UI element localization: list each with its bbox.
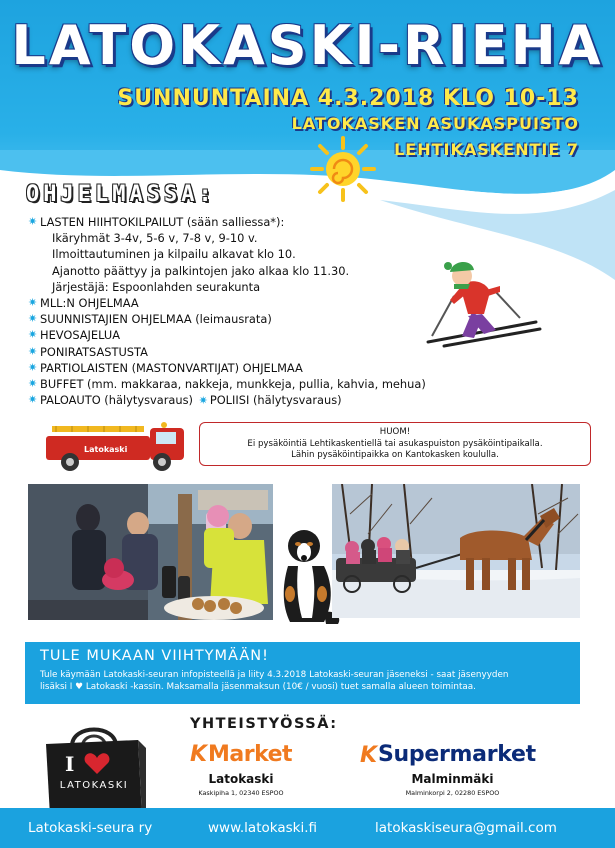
footer-email-link[interactable]: latokaskiseura@gmail.com: [375, 820, 557, 836]
notice-line: Ei pysäköintiä Lehtikaskentiellä tai asukaspuiston pysäköintipaikalla.: [247, 438, 543, 449]
supermarket-address: Malminkorpi 2, 02280 ESPOO: [405, 789, 500, 797]
supermarket-logo-k: K: [360, 743, 378, 768]
coop-title: YHTEISTYÖSSÄ:: [190, 716, 338, 732]
list-item: Järjestäjä: Espoonlahden seurakunta: [52, 279, 261, 294]
supermarket-store-name: Malminmäki: [411, 772, 494, 786]
star-bullet-icon: ✷: [28, 393, 38, 407]
star-bullet-icon: ✷: [28, 215, 38, 228]
list-item: ✷ MLL:N OHJELMAA: [28, 296, 139, 311]
star-bullet-icon: ✷: [198, 394, 208, 408]
star-bullet-icon: ✷: [28, 344, 38, 358]
kmarket-address: Kaskipiha 1, 02340 ESPOO: [198, 789, 284, 797]
list-item: Ikäryhmät 3-4v, 5-6 v, 7-8 v, 9-10 v.: [52, 231, 258, 246]
supermarket-logo: Supermarket: [378, 742, 536, 767]
program-title: OHJELMASSA:: [26, 182, 216, 207]
list-item: Ilmoittautuminen ja kilpailu alkavat klo 10.: [52, 247, 296, 262]
kmarket-logo-k: K: [190, 742, 208, 767]
join-title: TULE MUKAAN VIIHTYMÄÄN!: [40, 648, 269, 664]
event-place: LATOKASKEN ASUKASPUISTO: [291, 114, 579, 133]
star-bullet-icon: ✷: [28, 312, 38, 326]
notice-line: Lähin pysäköintipaikka on Kantokasken koululla.: [291, 450, 499, 460]
footer-org: Latokaski-seura ry: [28, 820, 153, 836]
star-bullet-icon: ✷: [28, 328, 38, 342]
horse-ride-photo: [332, 484, 580, 618]
star-bullet-icon: ✷: [28, 296, 38, 310]
parking-notice: [199, 422, 591, 466]
star-bullet-icon: ✷: [28, 360, 38, 374]
list-item: ✷ HEVOSAJELUA: [28, 328, 121, 343]
notice-heading: HUOM!: [379, 427, 411, 437]
join-text: Tule käymään Latokaski-seuran infopisteellä ja liity 4.3.2018 Latokaski-seuran jäseneksi - saat jäsenyyden lisäksi I ♥ Latokaski -kassin. Maksamalla jäsenmaksun (10€ / vuosi) tuet samalla alueen toimintaa.: [40, 670, 509, 693]
list-item: ✷ PALOAUTO (hälytysvaraus) ✷ POLIISI (hälytysvaraus): [28, 393, 342, 408]
program-list: [28, 214, 458, 409]
skier-icon: [424, 256, 544, 348]
event-title: LATOKASKI-RIEHA: [11, 14, 604, 77]
list-item: ✷ SUUNNISTAJIEN OHJELMAA (leimausrata): [28, 312, 272, 327]
event-street: LEHTIKASKENTIE 7: [394, 140, 579, 159]
list-item: ✷ PONIRATSASTUSTA: [28, 344, 148, 359]
kmarket-logo: Market: [208, 742, 293, 767]
buffet-photo: [28, 484, 273, 620]
kmarket-store-name: Latokaski: [208, 772, 274, 786]
footer-website-link[interactable]: www.latokaski.fi: [208, 820, 318, 836]
bag-label: LATOKASKI: [59, 780, 129, 791]
star-bullet-icon: ✷: [28, 377, 38, 391]
list-item: ✷ PARTIOLAISTEN (MASTONVARTIJAT) OHJELMAA: [28, 360, 303, 375]
firetruck-label: Latokaski: [84, 445, 128, 454]
list-item: ✷ BUFFET (mm. makkaraa, nakkeja, munkkeja, pullia, kahvia, mehua): [28, 377, 426, 392]
bag-i-text: I: [65, 752, 75, 776]
event-date: SUNNUNTAINA 4.3.2018 KLO 10-13: [117, 86, 579, 111]
firetruck-icon: [42, 418, 190, 474]
sun-icon: [308, 134, 378, 204]
heart-icon: [84, 752, 110, 776]
list-item: Ajanotto päättyy ja palkintojen jako alkaa klo 11.30.: [52, 263, 350, 278]
list-item: ✷ LASTEN HIIHTOKILPAILUT (sään salliessa*):: [28, 215, 285, 229]
